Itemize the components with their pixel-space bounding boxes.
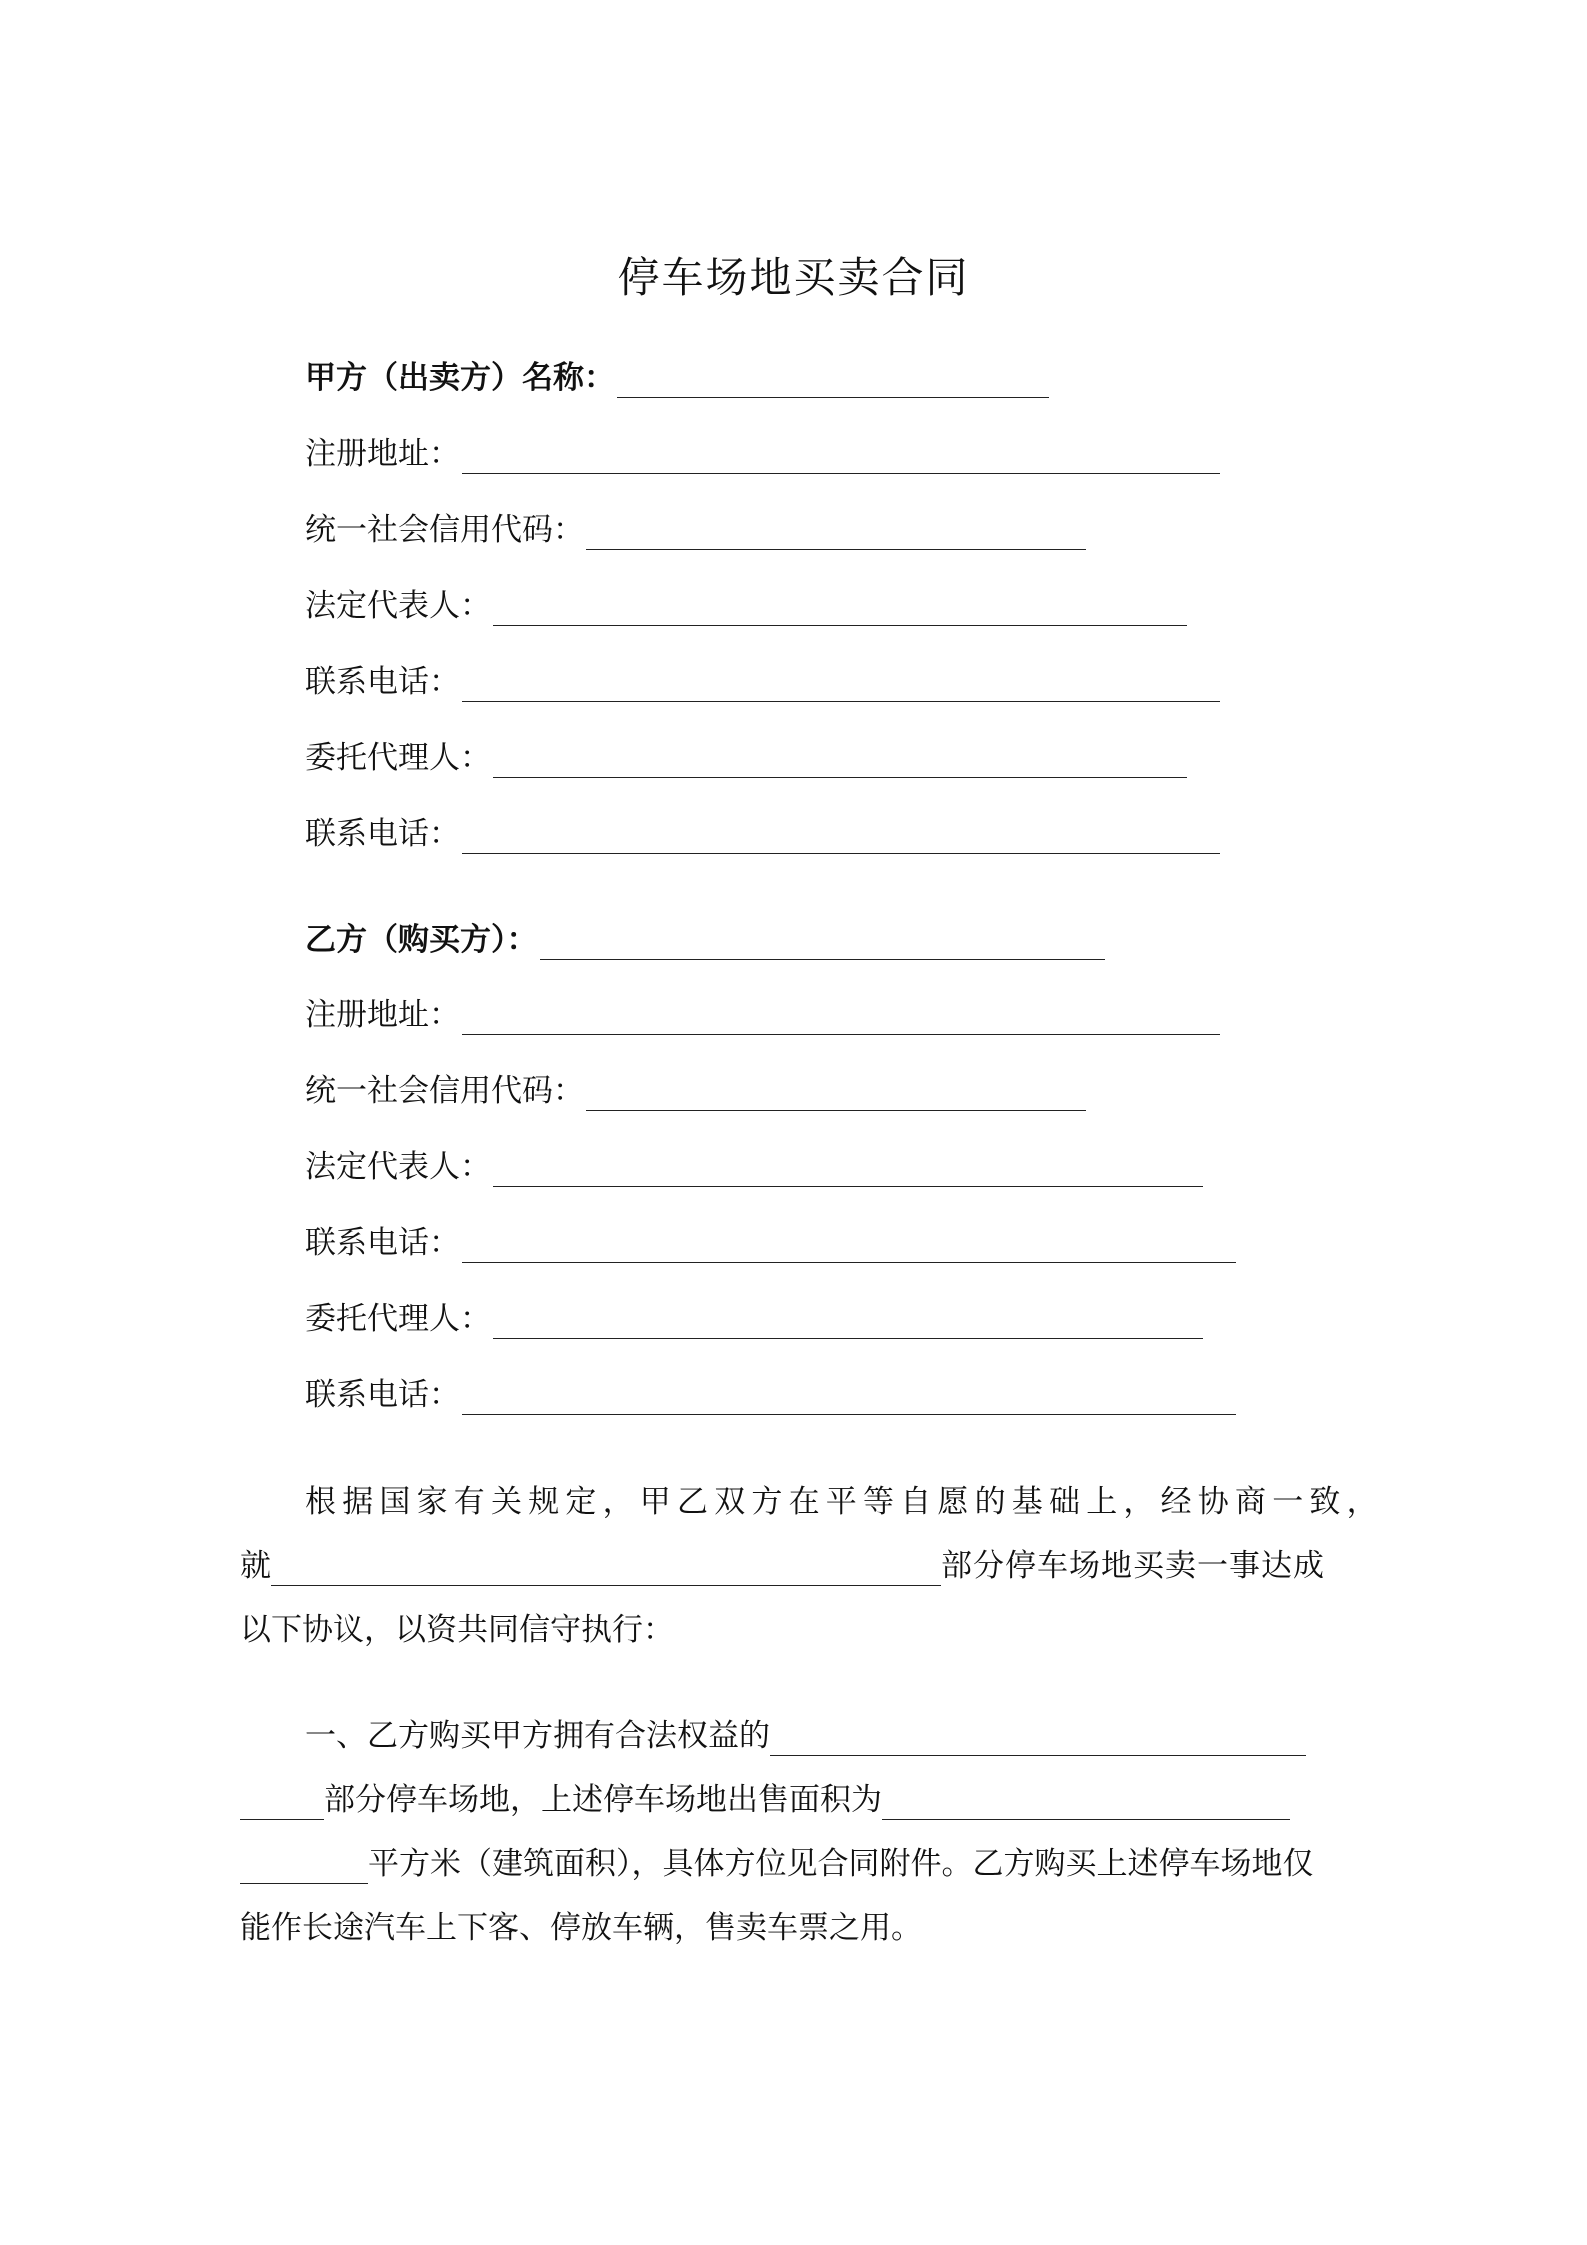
party-a-credit-code-field [305, 510, 1086, 550]
party-b-agent-phone-field [305, 1375, 1236, 1415]
party-a-address-field [305, 434, 1220, 474]
preamble-prefix: 就 [240, 1548, 271, 1584]
clause1-blank-1[interactable] [770, 1721, 1306, 1756]
field-label: 委托代理人： [305, 1301, 491, 1337]
preamble-suffix: 部分停车场地买卖一事达成 [941, 1548, 1325, 1584]
clause1-prefix: 一、乙方购买甲方拥有合法权益的 [305, 1718, 770, 1754]
party-b-address-field [305, 995, 1220, 1035]
preamble-line-3: 以下协议，以资共同信守执行： [240, 1612, 674, 1648]
party-a-agent-phone-field [305, 814, 1220, 854]
clause1-line-3 [240, 1844, 1314, 1884]
field-label: 法定代表人： [305, 1149, 491, 1185]
field-blank[interactable] [493, 1150, 1203, 1187]
document-title: 停车场地买卖合同 [617, 253, 970, 302]
preamble-line-2 [240, 1546, 1325, 1586]
party-a-legal-rep-field [305, 586, 1187, 626]
party-b-agent-field [305, 1299, 1203, 1339]
field-label: 委托代理人： [305, 740, 491, 776]
clause1-line-1 [305, 1716, 1306, 1756]
clause1-text-2: 部分停车场地，上述停车场地出售面积为 [324, 1782, 882, 1818]
party-a-phone-field [305, 662, 1220, 702]
party-b-name-field [305, 920, 1105, 960]
field-blank[interactable] [493, 1302, 1203, 1339]
party-b-name-blank[interactable] [540, 923, 1105, 960]
field-label: 联系电话： [305, 664, 460, 700]
field-blank[interactable] [586, 1074, 1086, 1111]
field-blank[interactable] [462, 1378, 1236, 1415]
clause1-blank-4[interactable] [240, 1849, 368, 1884]
party-b-credit-code-field [305, 1071, 1086, 1111]
clause1-line-2 [240, 1780, 1290, 1820]
field-blank[interactable] [462, 998, 1220, 1035]
field-label: 法定代表人： [305, 588, 491, 624]
field-blank[interactable] [462, 665, 1220, 702]
party-b-legal-rep-field [305, 1147, 1203, 1187]
party-a-heading: 甲方（出卖方）名称： [305, 360, 615, 396]
preamble-line-1: 根据国家有关规定，甲乙双方在平等自愿的基础上，经协商一致， [305, 1484, 1384, 1520]
party-b-phone-field [305, 1223, 1236, 1263]
field-label: 注册地址： [305, 436, 460, 472]
party-a-agent-field [305, 738, 1187, 778]
field-label: 统一社会信用代码： [305, 512, 584, 548]
field-blank[interactable] [462, 437, 1220, 474]
party-b-heading: 乙方（购买方）： [305, 922, 538, 958]
field-blank[interactable] [493, 589, 1187, 626]
party-a-name-blank[interactable] [617, 361, 1049, 398]
field-label: 联系电话： [305, 1377, 460, 1413]
clause1-blank-3[interactable] [882, 1785, 1290, 1820]
field-blank[interactable] [462, 817, 1220, 854]
field-label: 注册地址： [305, 997, 460, 1033]
field-label: 联系电话： [305, 816, 460, 852]
clause1-line-4: 能作长途汽车上下客、停放车辆，售卖车票之用。 [240, 1910, 922, 1946]
clause1-text-3: 平方米（建筑面积），具体方位见合同附件。乙方购买上述停车场地仅 [368, 1846, 1314, 1882]
field-blank[interactable] [586, 513, 1086, 550]
field-blank[interactable] [493, 741, 1187, 778]
preamble-blank[interactable] [271, 1551, 941, 1586]
clause1-blank-2[interactable] [240, 1785, 324, 1820]
field-blank[interactable] [462, 1226, 1236, 1263]
party-a-name-field [305, 358, 1049, 398]
field-label: 联系电话： [305, 1225, 460, 1261]
field-label: 统一社会信用代码： [305, 1073, 584, 1109]
